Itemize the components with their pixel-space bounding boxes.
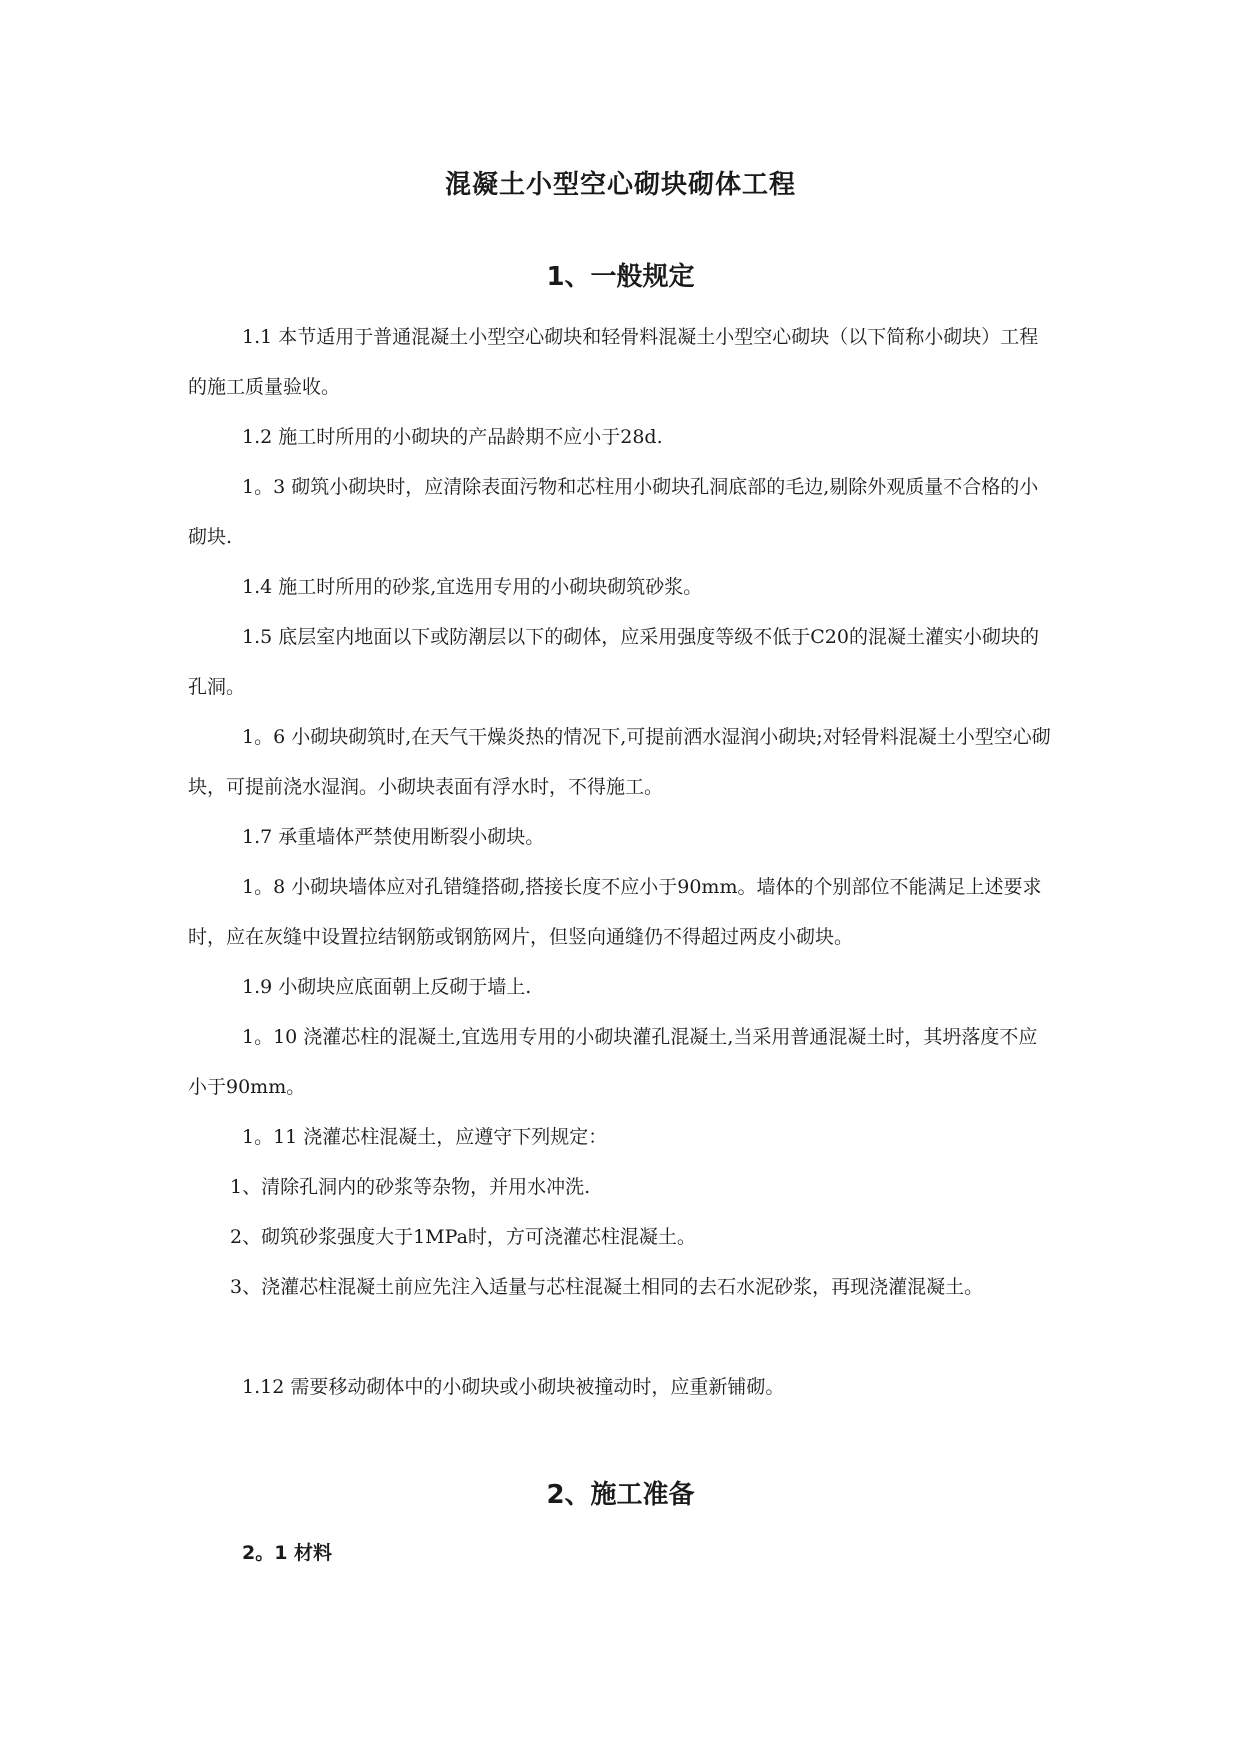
paragraph-1-10: 1。10 浇灌芯柱的混凝土,宜选用专用的小砌块灌孔混凝土,当采用普通混凝土时，其坍落度不应小于90mm。	[188, 1026, 1038, 1098]
paragraph-1-4: 1.4 施工时所用的砂浆,宜选用专用的小砌块砌筑砂浆。	[242, 576, 703, 598]
document-title: 混凝土小型空心砌块砌体工程	[444, 170, 796, 200]
section-1-heading: 1、一般规定	[546, 262, 695, 292]
paragraph-1-6: 1。6 小砌块砌筑时,在天气干燥炎热的情况下,可提前洒水湿润小砌块;对轻骨料混凝土小型空心砌块，可提前浇水湿润。小砌块表面有浮水时，不得施工。	[188, 726, 1051, 798]
section-2-heading: 2、施工准备	[546, 1480, 695, 1510]
paragraph-1-5: 1.5 底层室内地面以下或防潮层以下的砌体，应采用强度等级不低于C20的混凝土灌实小砌块的孔洞。	[188, 626, 1039, 698]
sub-item-1: 1、清除孔洞内的砂浆等杂物，并用水冲洗.	[230, 1176, 591, 1198]
paragraph-1-11: 1。11 浇灌芯柱混凝土，应遵守下列规定：	[242, 1126, 608, 1148]
sub-item-3: 3、浇灌芯柱混凝土前应先注入适量与芯柱混凝土相同的去石水泥砂浆，再现浇灌混凝土。	[230, 1276, 984, 1298]
paragraph-1-2: 1.2 施工时所用的小砌块的产品龄期不应小于28d.	[242, 426, 663, 448]
paragraph-1-1: 1.1 本节适用于普通混凝土小型空心砌块和轻骨料混凝土小型空心砌块（以下简称小砌块）工程的施工质量验收。	[188, 326, 1039, 398]
paragraph-1-7: 1.7 承重墙体严禁使用断裂小砌块。	[242, 826, 545, 848]
paragraph-1-9: 1.9 小砌块应底面朝上反砌于墙上.	[242, 976, 532, 998]
subsection-2-1-heading: 2。1 材料	[242, 1542, 333, 1564]
paragraph-1-12: 1.12 需要移动砌体中的小砌块或小砌块被撞动时，应重新铺砌。	[242, 1376, 785, 1398]
paragraph-1-8: 1。8 小砌块墙体应对孔错缝搭砌,搭接长度不应小于90mm。墙体的个别部位不能满足上述要求时，应在灰缝中设置拉结钢筋或钢筋网片，但竖向通缝仍不得超过两皮小砌块。	[188, 876, 1042, 948]
sub-item-2: 2、砌筑砂浆强度大于1MPa时，方可浇灌芯柱混凝土。	[230, 1226, 696, 1248]
paragraph-1-3: 1。3 砌筑小砌块时，应清除表面污物和芯柱用小砌块孔洞底部的毛边,剔除外观质量不合格的小砌块.	[188, 476, 1039, 548]
